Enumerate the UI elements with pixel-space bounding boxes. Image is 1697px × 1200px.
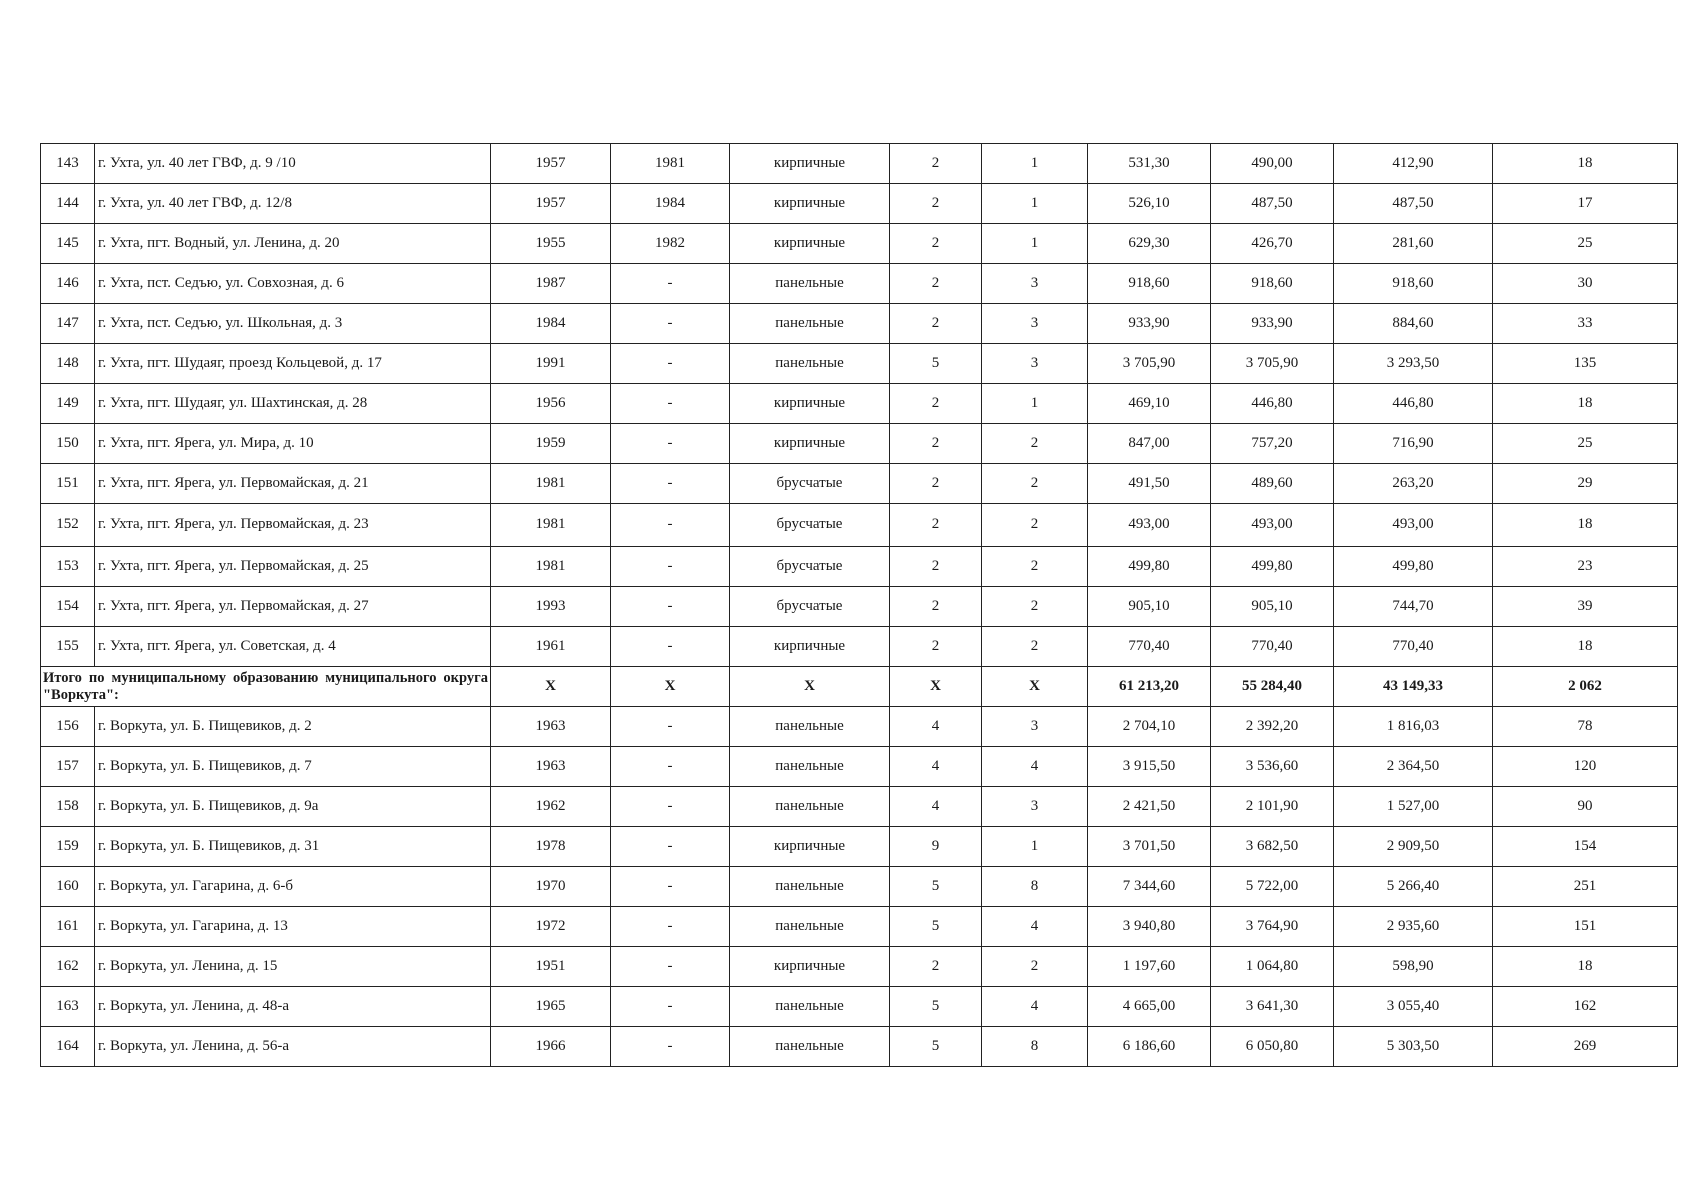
cell-area-private: 281,60: [1334, 224, 1493, 264]
cell-year-repair: -: [611, 384, 730, 424]
cell-floors: 5: [890, 867, 982, 907]
cell-wall-material: кирпичные: [730, 827, 890, 867]
cell-residents: 269: [1493, 1027, 1678, 1067]
cell-residents: 17: [1493, 184, 1678, 224]
cell-year-repair: -: [611, 464, 730, 504]
cell-entrances: Х: [982, 667, 1088, 707]
table-row: [41, 464, 1678, 504]
cell-area-total: 7 344,60: [1088, 867, 1211, 907]
cell-year-built: 1981: [491, 464, 611, 504]
cell-floors: 4: [890, 707, 982, 747]
cell-wall-material: панельные: [730, 747, 890, 787]
cell-residents: 90: [1493, 787, 1678, 827]
cell-residents: 23: [1493, 547, 1678, 587]
cell-area-living: 5 722,00: [1211, 867, 1334, 907]
cell-row-number: 162: [41, 947, 95, 987]
cell-year-built: 1956: [491, 384, 611, 424]
cell-year-repair: -: [611, 867, 730, 907]
cell-year-repair: -: [611, 627, 730, 667]
cell-floors: 4: [890, 747, 982, 787]
cell-row-number: 159: [41, 827, 95, 867]
cell-address: г. Ухта, пгт. Водный, ул. Ленина, д. 20: [95, 224, 491, 264]
cell-area-private: 43 149,33: [1334, 667, 1493, 707]
cell-residents: 25: [1493, 424, 1678, 464]
cell-area-living: 426,70: [1211, 224, 1334, 264]
cell-year-built: Х: [491, 667, 611, 707]
total-label: Итого по муниципальному образованию муниципального округа "Воркута":: [41, 667, 491, 707]
table-row: [41, 384, 1678, 424]
cell-wall-material: панельные: [730, 264, 890, 304]
cell-row-number: 161: [41, 907, 95, 947]
cell-year-repair: -: [611, 587, 730, 627]
table-row: [41, 987, 1678, 1027]
cell-address: г. Ухта, пгт. Ярега, ул. Первомайская, д. 27: [95, 587, 491, 627]
cell-area-total: 770,40: [1088, 627, 1211, 667]
cell-area-private: 446,80: [1334, 384, 1493, 424]
cell-area-private: 1 816,03: [1334, 707, 1493, 747]
cell-area-private: 884,60: [1334, 304, 1493, 344]
cell-year-built: 1962: [491, 787, 611, 827]
cell-year-repair: -: [611, 947, 730, 987]
cell-area-private: 5 266,40: [1334, 867, 1493, 907]
cell-area-total: 61 213,20: [1088, 667, 1211, 707]
cell-floors: 5: [890, 1027, 982, 1067]
cell-area-living: 499,80: [1211, 547, 1334, 587]
cell-entrances: 4: [982, 907, 1088, 947]
cell-row-number: 145: [41, 224, 95, 264]
cell-residents: 162: [1493, 987, 1678, 1027]
cell-residents: 33: [1493, 304, 1678, 344]
cell-row-number: 149: [41, 384, 95, 424]
cell-wall-material: панельные: [730, 867, 890, 907]
cell-area-private: 770,40: [1334, 627, 1493, 667]
cell-floors: 2: [890, 424, 982, 464]
cell-entrances: 3: [982, 707, 1088, 747]
cell-floors: 9: [890, 827, 982, 867]
cell-year-built: 1972: [491, 907, 611, 947]
cell-row-number: 152: [41, 504, 95, 547]
cell-area-private: 3 055,40: [1334, 987, 1493, 1027]
cell-row-number: 144: [41, 184, 95, 224]
cell-year-built: 1981: [491, 547, 611, 587]
cell-area-total: 493,00: [1088, 504, 1211, 547]
cell-year-built: 1963: [491, 707, 611, 747]
cell-entrances: 1: [982, 224, 1088, 264]
cell-address: г. Ухта, пгт. Шудаяг, проезд Кольцевой, д. 17: [95, 344, 491, 384]
cell-row-number: 151: [41, 464, 95, 504]
cell-area-living: 3 536,60: [1211, 747, 1334, 787]
cell-row-number: 160: [41, 867, 95, 907]
cell-wall-material: Х: [730, 667, 890, 707]
cell-area-private: 263,20: [1334, 464, 1493, 504]
cell-area-private: 1 527,00: [1334, 787, 1493, 827]
cell-area-total: 847,00: [1088, 424, 1211, 464]
cell-address: г. Ухта, пгт. Ярега, ул. Первомайская, д. 25: [95, 547, 491, 587]
cell-area-living: 933,90: [1211, 304, 1334, 344]
table-row: [41, 747, 1678, 787]
cell-residents: 151: [1493, 907, 1678, 947]
cell-year-repair: -: [611, 344, 730, 384]
cell-year-built: 1978: [491, 827, 611, 867]
cell-area-private: 2 909,50: [1334, 827, 1493, 867]
cell-area-total: 526,10: [1088, 184, 1211, 224]
cell-year-built: 1951: [491, 947, 611, 987]
cell-address: г. Ухта, ул. 40 лет ГВФ, д. 12/8: [95, 184, 491, 224]
cell-address: г. Воркута, ул. Гагарина, д. 13: [95, 907, 491, 947]
cell-year-repair: 1984: [611, 184, 730, 224]
cell-year-repair: -: [611, 424, 730, 464]
cell-address: г. Ухта, пгт. Ярега, ул. Советская, д. 4: [95, 627, 491, 667]
cell-area-living: 1 064,80: [1211, 947, 1334, 987]
cell-residents: 120: [1493, 747, 1678, 787]
cell-wall-material: панельные: [730, 344, 890, 384]
cell-wall-material: кирпичные: [730, 224, 890, 264]
cell-year-repair: -: [611, 547, 730, 587]
cell-row-number: 163: [41, 987, 95, 1027]
cell-address: г. Воркута, ул. Ленина, д. 48-а: [95, 987, 491, 1027]
cell-area-private: 918,60: [1334, 264, 1493, 304]
cell-year-repair: 1981: [611, 144, 730, 184]
cell-residents: 2 062: [1493, 667, 1678, 707]
cell-row-number: 146: [41, 264, 95, 304]
cell-area-private: 598,90: [1334, 947, 1493, 987]
table-row: [41, 504, 1678, 547]
cell-residents: 25: [1493, 224, 1678, 264]
cell-wall-material: кирпичные: [730, 627, 890, 667]
cell-wall-material: панельные: [730, 304, 890, 344]
cell-area-private: 2 364,50: [1334, 747, 1493, 787]
cell-area-total: 2 704,10: [1088, 707, 1211, 747]
cell-entrances: 8: [982, 1027, 1088, 1067]
cell-floors: 2: [890, 504, 982, 547]
table-row: [41, 144, 1678, 184]
cell-area-living: 2 392,20: [1211, 707, 1334, 747]
table-row: [41, 264, 1678, 304]
cell-address: г. Ухта, пгт. Ярега, ул. Мира, д. 10: [95, 424, 491, 464]
table-row: [41, 587, 1678, 627]
cell-residents: 18: [1493, 947, 1678, 987]
cell-address: г. Ухта, пгт. Ярега, ул. Первомайская, д. 23: [95, 504, 491, 547]
cell-year-repair: -: [611, 304, 730, 344]
cell-wall-material: кирпичные: [730, 144, 890, 184]
cell-area-living: 55 284,40: [1211, 667, 1334, 707]
cell-area-living: 3 682,50: [1211, 827, 1334, 867]
cell-area-living: 3 764,90: [1211, 907, 1334, 947]
cell-wall-material: панельные: [730, 907, 890, 947]
cell-area-living: 918,60: [1211, 264, 1334, 304]
cell-area-living: 2 101,90: [1211, 787, 1334, 827]
cell-floors: 5: [890, 344, 982, 384]
cell-address: г. Ухта, пгт. Ярега, ул. Первомайская, д. 21: [95, 464, 491, 504]
cell-entrances: 1: [982, 144, 1088, 184]
cell-area-total: 1 197,60: [1088, 947, 1211, 987]
cell-area-total: 491,50: [1088, 464, 1211, 504]
cell-year-repair: -: [611, 987, 730, 1027]
cell-residents: 135: [1493, 344, 1678, 384]
cell-year-repair: Х: [611, 667, 730, 707]
cell-area-total: 499,80: [1088, 547, 1211, 587]
cell-area-private: 744,70: [1334, 587, 1493, 627]
cell-area-private: 499,80: [1334, 547, 1493, 587]
cell-year-built: 1957: [491, 144, 611, 184]
cell-wall-material: брусчатые: [730, 504, 890, 547]
cell-wall-material: брусчатые: [730, 464, 890, 504]
cell-area-private: 487,50: [1334, 184, 1493, 224]
cell-floors: 2: [890, 384, 982, 424]
cell-year-repair: -: [611, 707, 730, 747]
cell-row-number: 156: [41, 707, 95, 747]
cell-year-repair: -: [611, 264, 730, 304]
cell-year-repair: -: [611, 747, 730, 787]
cell-area-total: 4 665,00: [1088, 987, 1211, 1027]
cell-wall-material: панельные: [730, 707, 890, 747]
cell-address: г. Воркута, ул. Ленина, д. 56-а: [95, 1027, 491, 1067]
cell-area-private: 412,90: [1334, 144, 1493, 184]
table-row: [41, 627, 1678, 667]
table-row: [41, 827, 1678, 867]
cell-residents: 18: [1493, 384, 1678, 424]
cell-wall-material: брусчатые: [730, 547, 890, 587]
cell-year-built: 1955: [491, 224, 611, 264]
cell-address: г. Воркута, ул. Б. Пищевиков, д. 31: [95, 827, 491, 867]
cell-area-total: 3 705,90: [1088, 344, 1211, 384]
cell-area-total: 905,10: [1088, 587, 1211, 627]
housing-register-table: [40, 143, 1678, 1067]
cell-address: г. Ухта, пст. Седъю, ул. Школьная, д. 3: [95, 304, 491, 344]
cell-row-number: 153: [41, 547, 95, 587]
cell-area-living: 493,00: [1211, 504, 1334, 547]
cell-residents: 29: [1493, 464, 1678, 504]
cell-floors: 4: [890, 787, 982, 827]
cell-area-living: 770,40: [1211, 627, 1334, 667]
cell-floors: Х: [890, 667, 982, 707]
cell-residents: 154: [1493, 827, 1678, 867]
cell-address: г. Ухта, пгт. Шудаяг, ул. Шахтинская, д. 28: [95, 384, 491, 424]
cell-area-total: 531,30: [1088, 144, 1211, 184]
cell-year-repair: -: [611, 1027, 730, 1067]
cell-address: г. Воркута, ул. Ленина, д. 15: [95, 947, 491, 987]
cell-year-built: 1965: [491, 987, 611, 1027]
cell-wall-material: панельные: [730, 987, 890, 1027]
cell-wall-material: кирпичные: [730, 424, 890, 464]
table-row: [41, 224, 1678, 264]
cell-entrances: 1: [982, 384, 1088, 424]
cell-entrances: 3: [982, 264, 1088, 304]
cell-entrances: 1: [982, 184, 1088, 224]
cell-floors: 2: [890, 587, 982, 627]
cell-area-living: 3 641,30: [1211, 987, 1334, 1027]
cell-year-built: 1987: [491, 264, 611, 304]
cell-floors: 2: [890, 224, 982, 264]
table-row: [41, 424, 1678, 464]
table-row: [41, 344, 1678, 384]
cell-year-built: 1970: [491, 867, 611, 907]
cell-residents: 251: [1493, 867, 1678, 907]
cell-residents: 39: [1493, 587, 1678, 627]
cell-area-total: 3 915,50: [1088, 747, 1211, 787]
cell-area-living: 3 705,90: [1211, 344, 1334, 384]
table-row: [41, 1027, 1678, 1067]
cell-area-total: 629,30: [1088, 224, 1211, 264]
cell-year-repair: -: [611, 787, 730, 827]
table-row: [41, 184, 1678, 224]
cell-year-built: 1966: [491, 1027, 611, 1067]
cell-wall-material: кирпичные: [730, 384, 890, 424]
cell-floors: 2: [890, 547, 982, 587]
cell-area-private: 5 303,50: [1334, 1027, 1493, 1067]
cell-year-built: 1993: [491, 587, 611, 627]
cell-floors: 2: [890, 947, 982, 987]
cell-year-repair: 1982: [611, 224, 730, 264]
cell-floors: 5: [890, 907, 982, 947]
cell-year-built: 1957: [491, 184, 611, 224]
cell-entrances: 4: [982, 987, 1088, 1027]
cell-entrances: 3: [982, 787, 1088, 827]
cell-area-total: 3 701,50: [1088, 827, 1211, 867]
cell-entrances: 3: [982, 304, 1088, 344]
cell-address: г. Воркута, ул. Б. Пищевиков, д. 7: [95, 747, 491, 787]
cell-area-total: 2 421,50: [1088, 787, 1211, 827]
cell-area-living: 905,10: [1211, 587, 1334, 627]
table-row: [41, 907, 1678, 947]
cell-floors: 2: [890, 627, 982, 667]
cell-area-total: 469,10: [1088, 384, 1211, 424]
cell-entrances: 2: [982, 424, 1088, 464]
total-row: [41, 667, 1678, 707]
cell-row-number: 148: [41, 344, 95, 384]
cell-entrances: 2: [982, 464, 1088, 504]
cell-entrances: 8: [982, 867, 1088, 907]
cell-wall-material: панельные: [730, 1027, 890, 1067]
cell-floors: 2: [890, 264, 982, 304]
cell-row-number: 150: [41, 424, 95, 464]
cell-entrances: 2: [982, 504, 1088, 547]
cell-year-built: 1961: [491, 627, 611, 667]
cell-floors: 2: [890, 144, 982, 184]
cell-area-living: 446,80: [1211, 384, 1334, 424]
cell-area-private: 493,00: [1334, 504, 1493, 547]
cell-address: г. Воркута, ул. Б. Пищевиков, д. 9а: [95, 787, 491, 827]
cell-area-private: 716,90: [1334, 424, 1493, 464]
cell-floors: 2: [890, 304, 982, 344]
cell-row-number: 155: [41, 627, 95, 667]
cell-residents: 78: [1493, 707, 1678, 747]
table-row: [41, 787, 1678, 827]
cell-residents: 30: [1493, 264, 1678, 304]
cell-wall-material: кирпичные: [730, 184, 890, 224]
cell-area-living: 490,00: [1211, 144, 1334, 184]
cell-residents: 18: [1493, 627, 1678, 667]
cell-wall-material: брусчатые: [730, 587, 890, 627]
cell-residents: 18: [1493, 144, 1678, 184]
cell-row-number: 164: [41, 1027, 95, 1067]
cell-area-total: 6 186,60: [1088, 1027, 1211, 1067]
cell-area-living: 489,60: [1211, 464, 1334, 504]
cell-area-private: 3 293,50: [1334, 344, 1493, 384]
cell-entrances: 4: [982, 747, 1088, 787]
table-row: [41, 867, 1678, 907]
cell-year-built: 1991: [491, 344, 611, 384]
cell-row-number: 157: [41, 747, 95, 787]
cell-address: г. Ухта, пст. Седъю, ул. Совхозная, д. 6: [95, 264, 491, 304]
cell-wall-material: кирпичные: [730, 947, 890, 987]
table-body: [41, 144, 1678, 1067]
cell-address: г. Ухта, ул. 40 лет ГВФ, д. 9 /10: [95, 144, 491, 184]
cell-year-repair: -: [611, 504, 730, 547]
cell-row-number: 154: [41, 587, 95, 627]
cell-area-living: 757,20: [1211, 424, 1334, 464]
cell-entrances: 2: [982, 947, 1088, 987]
cell-row-number: 147: [41, 304, 95, 344]
cell-year-built: 1959: [491, 424, 611, 464]
cell-row-number: 158: [41, 787, 95, 827]
cell-floors: 2: [890, 464, 982, 504]
cell-row-number: 143: [41, 144, 95, 184]
cell-entrances: 1: [982, 827, 1088, 867]
cell-area-living: 6 050,80: [1211, 1027, 1334, 1067]
cell-entrances: 2: [982, 627, 1088, 667]
cell-entrances: 3: [982, 344, 1088, 384]
cell-wall-material: панельные: [730, 787, 890, 827]
cell-area-total: 933,90: [1088, 304, 1211, 344]
cell-year-built: 1963: [491, 747, 611, 787]
cell-year-repair: -: [611, 907, 730, 947]
table-row: [41, 547, 1678, 587]
cell-area-living: 487,50: [1211, 184, 1334, 224]
cell-entrances: 2: [982, 547, 1088, 587]
cell-area-private: 2 935,60: [1334, 907, 1493, 947]
cell-year-repair: -: [611, 827, 730, 867]
cell-entrances: 2: [982, 587, 1088, 627]
cell-year-built: 1981: [491, 504, 611, 547]
cell-address: г. Воркута, ул. Гагарина, д. 6-б: [95, 867, 491, 907]
table-row: [41, 707, 1678, 747]
cell-address: г. Воркута, ул. Б. Пищевиков, д. 2: [95, 707, 491, 747]
table-row: [41, 947, 1678, 987]
cell-year-built: 1984: [491, 304, 611, 344]
cell-area-total: 918,60: [1088, 264, 1211, 304]
cell-floors: 5: [890, 987, 982, 1027]
cell-floors: 2: [890, 184, 982, 224]
cell-residents: 18: [1493, 504, 1678, 547]
cell-area-total: 3 940,80: [1088, 907, 1211, 947]
table-row: [41, 304, 1678, 344]
